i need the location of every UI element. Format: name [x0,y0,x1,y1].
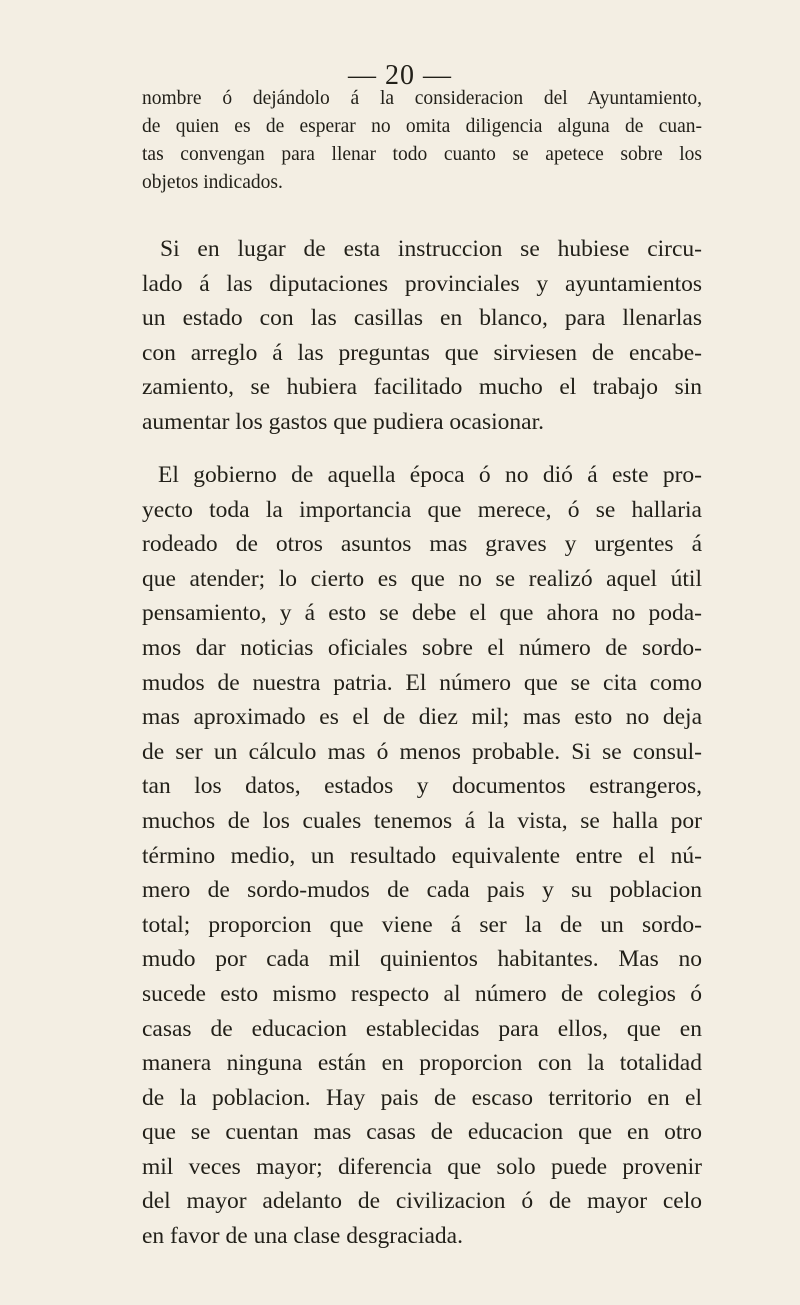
text-line: mudos de nuestra patria. El número que se cita como [142,669,702,696]
text-line: objetos indicados. [142,172,283,193]
text-line: tas convengan para llenar todo cuanto se apetece sobre los [142,144,702,165]
paragraph-2 [142,232,702,440]
text-line: mudo por cada mil quinientos habitantes. Mas no [142,946,702,973]
text-line: casas de educacion establecidas para ellos, que en [142,1015,702,1042]
text-line: de la poblacion. Hay pais de escaso territorio en el [142,1084,702,1111]
paragraph-3 [142,458,702,1254]
paragraph-1 [142,85,702,197]
text-line: El gobierno de aquella época ó no dió á este pro- [158,462,702,488]
text-line: mos dar noticias oficiales sobre el número de sordo- [142,634,702,661]
text-line: con arreglo á las preguntas que sirviesen de encabe- [142,339,702,366]
page-number: — 20 — [348,60,452,91]
text-line: muchos de los cuales tenemos á la vista, se halla por [142,807,702,834]
text-line: término medio, un resultado equivalente entre el nú- [142,842,702,869]
text-line: nombre ó dejándolo á la consideracion del Ayuntamiento, [142,88,702,109]
text-line: mas aproximado es el de diez mil; mas esto no deja [142,704,702,731]
text-line: manera ninguna están en proporcion con la totalidad [142,1050,702,1077]
text-line: zamiento, se hubiera facilitado mucho el trabajo sin [142,374,702,401]
text-line: mil veces mayor; diferencia que solo puede provenir [142,1153,702,1180]
text-line: lado á las diputaciones provinciales y ayuntamientos [142,270,702,297]
text-line: aumentar los gastos que pudiera ocasionar. [142,408,544,435]
text-line: en favor de una clase desgraciada. [142,1223,463,1250]
text-line: yecto toda la importancia que merece, ó se hallaria [142,496,702,523]
text-line: rodeado de otros asuntos mas graves y urgentes á [142,531,702,558]
text-line: total; proporcion que viene á ser la de un sordo- [142,911,702,938]
text-line: tan los datos, estados y documentos estrangeros, [142,773,702,800]
text-line: Si en lugar de esta instruccion se hubiese circu- [160,236,702,262]
text-line: que atender; lo cierto es que no se realizó aquel útil [142,565,702,592]
text-line: de quien es de esperar no omita diligencia alguna de cuan- [142,116,702,137]
text-line: que se cuentan mas casas de educacion que en otro [142,1119,702,1146]
text-line: sucede esto mismo respecto al número de colegios ó [142,980,702,1007]
text-line: mero de sordo-mudos de cada pais y su poblacion [142,877,702,904]
text-line: un estado con las casillas en blanco, para llenarlas [142,305,702,332]
text-line: de ser un cálculo mas ó menos probable. Si se consul- [142,738,702,765]
text-line: pensamiento, y á esto se debe el que ahora no poda- [142,600,702,627]
text-line: del mayor adelanto de civilizacion ó de mayor celo [142,1188,702,1215]
